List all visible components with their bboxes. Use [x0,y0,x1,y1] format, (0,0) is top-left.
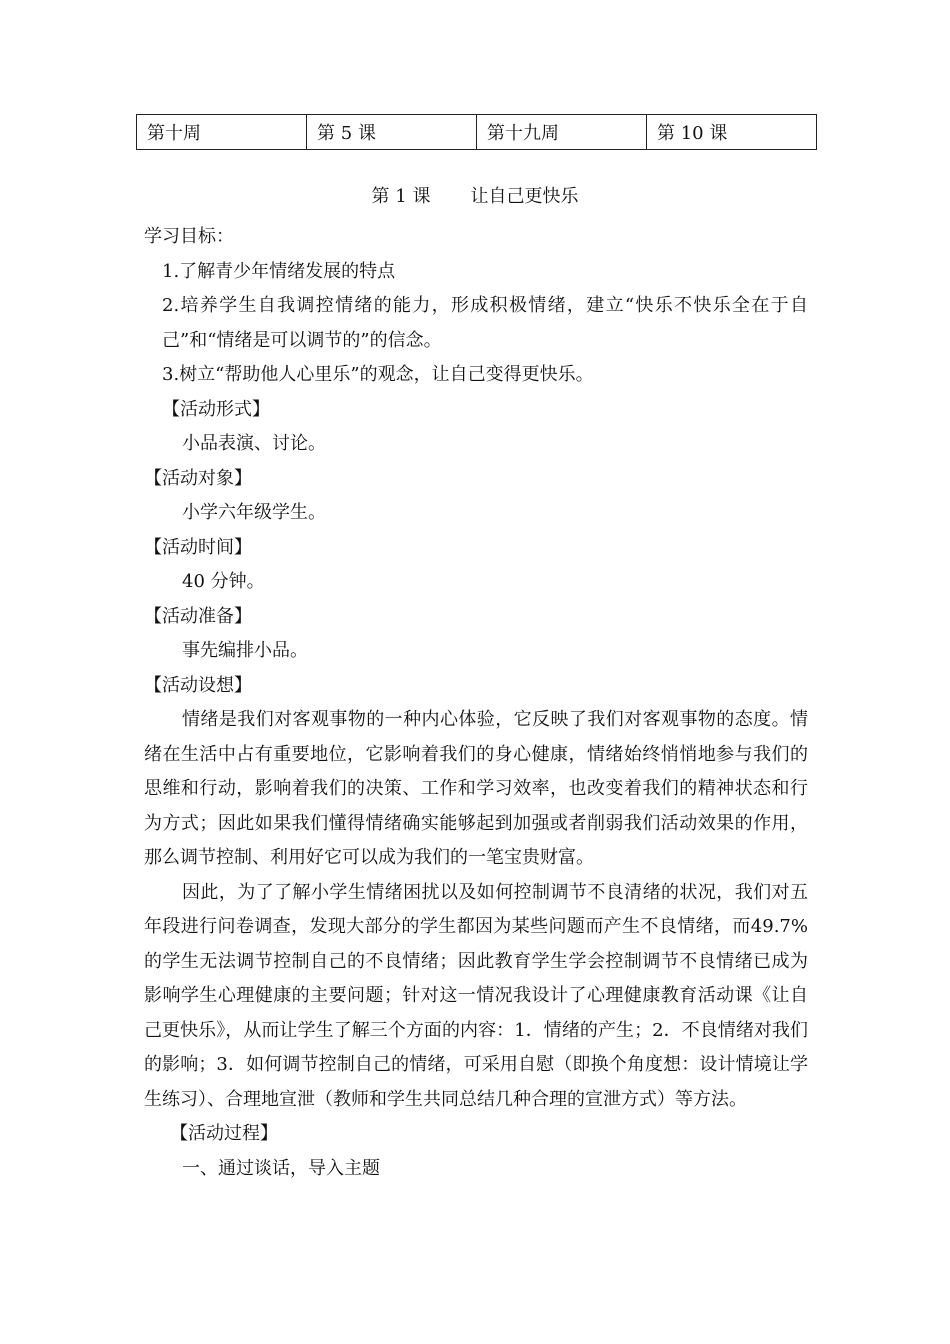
section-heading-target: 【活动对象】 [144,467,252,489]
idea-paragraph-1-text: 情绪是我们对客观事物的一种内心体验，它反映了我们对客观事物的态度。情绪在生活中占有重要地位，它影响着我们的身心健康，情绪始终悄悄地参与我们的思维和行动，影响着我们的决策、工作和学习效率，也改变着我们的精神状态和行为方式；因此如果我们懂得情绪确实能够起到加强或者削弱我们活动效果的作用，那么调节控制、利用好它可以成为我们的一笔宝贵财富。 [144,709,808,868]
section-text-form: 小品表演、讨论。 [182,433,326,454]
idea-paragraph-1 [144,703,808,876]
table-row [137,115,817,150]
section-text-prep: 事先编排小品。 [182,640,308,661]
idea-paragraph-2-text: 因此，为了了解小学生情绪困扰以及如何控制调节不良清绪的状况，我们对五年段进行问卷调查，发现大部分的学生都因为某些问题而产生不良情绪，而49.7%的学生无法调节控制自己的不良情绪；因此教育学生学会控制调节不良情绪已成为影响学生心理健康的主要问题；针对这一情况我设计了心理健康教育活动课《让自己更快乐》，从而让学生了解三个方面的内容：1．情绪的产生；2．不良情绪对我们的影响；3．如何调节控制自己的情绪，可采用自慰（即换个角度想：设计情境让学生练习）、合理地宣泄（教师和学生共同总结几种合理的宣泄方式）等方法。 [144,881,808,1110]
section-text-target: 小学六年级学生。 [182,502,326,523]
objective-item: 3.树立“帮助他人心里乐”的观念，让自己变得更快乐。 [162,364,594,385]
section-heading-idea: 【活动设想】 [144,674,252,696]
objective-item: 2.培养学生自我调控情绪的能力，形成积极情绪，建立“快乐不快乐全在于自己”和“情绪是可以调节的”的信念。 [162,295,808,351]
objective-item: 1.了解青少年情绪发展的特点 [162,260,396,282]
section-text-time: 40 分钟。 [182,571,265,592]
idea-paragraph-2 [144,876,808,1118]
objectives-heading: 学习目标： [144,226,234,247]
schedule-cell-lesson-a: 第 5 课 [307,115,477,150]
lesson-name: 让自己更快乐 [470,186,579,207]
section-heading-time: 【活动时间】 [144,536,252,558]
document-body [144,220,808,1186]
schedule-cell-week-a: 第十周 [137,115,307,150]
schedule-table [136,114,817,150]
section-heading-form: 【活动形式】 [162,398,270,420]
section-heading-process: 【活动过程】 [170,1123,278,1144]
section-heading-prep: 【活动准备】 [144,605,252,627]
process-step-1: 一、通过谈话，导入主题 [182,1157,380,1179]
lesson-number: 第 1 课 [371,186,431,207]
schedule-cell-lesson-b: 第 10 课 [647,115,817,150]
schedule-cell-week-b: 第十九周 [477,115,647,150]
lesson-title [0,184,950,210]
